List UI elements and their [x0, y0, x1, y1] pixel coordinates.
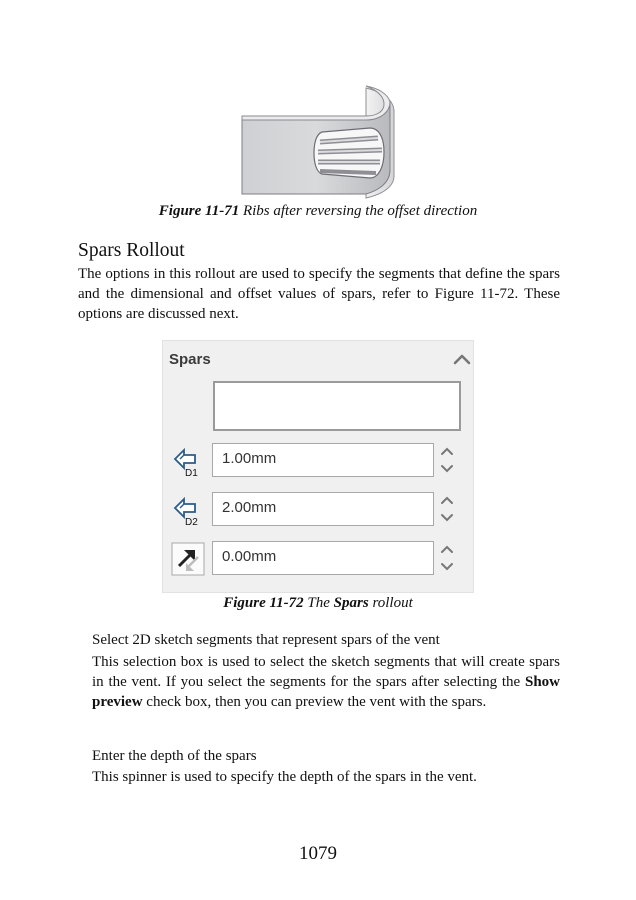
spars-rollout-panel — [162, 340, 474, 593]
figure-label: Figure 11-72 — [223, 595, 304, 611]
width-d2-icon — [171, 494, 205, 528]
section-intro-paragraph: The options in this rollout are used to specify the segments that define the spars and the dimensional and offset values of spars, refer to Figure 11-72. These options are discussed next. — [78, 266, 560, 322]
figure-caption-text: Ribs after reversing the offset direction — [242, 203, 478, 219]
figure-caption-pre: The — [307, 595, 330, 611]
spar-offset-input[interactable]: 0.00mm — [212, 541, 434, 575]
show-preview-term: Show preview — [92, 674, 561, 710]
offset-arrow-icon[interactable] — [171, 542, 205, 576]
figure-11-72-caption — [0, 595, 636, 612]
spar-width-input[interactable]: 2.00mm — [212, 492, 434, 526]
spin-up-down-icon[interactable] — [439, 443, 455, 477]
svg-text:D1: D1 — [185, 468, 198, 479]
item-body-depth: This spinner is used to specify the depth of the spars in the vent. — [92, 769, 477, 785]
item-heading-segments: Select 2D sketch segments that represent spars of the vent — [92, 632, 440, 648]
figure-caption-bold: Spars — [333, 595, 369, 611]
depth-d1-icon — [171, 445, 205, 479]
section-heading: Spars Rollout — [78, 240, 185, 261]
item-body-text: This selection box is used to select the sketch segments that will create spars in the vent. If you select the segments for the spars after selecting the — [92, 654, 560, 690]
page-number: 1079 — [299, 843, 337, 864]
item-body-segments — [92, 652, 560, 712]
spin-up-down-icon[interactable] — [439, 541, 455, 575]
figure-11-71-image — [238, 82, 398, 200]
spars-segment-selection-box[interactable] — [213, 381, 461, 431]
figure-caption-post: rollout — [372, 595, 413, 611]
figure-label: Figure 11-71 — [158, 203, 240, 219]
spar-depth-input[interactable]: 1.00mm — [212, 443, 434, 477]
collapse-chevron-up-icon[interactable] — [451, 351, 473, 367]
svg-text:D2: D2 — [185, 517, 198, 528]
item-heading-depth: Enter the depth of the spars — [92, 748, 257, 764]
figure-11-71-caption — [0, 203, 636, 220]
item-body-text: check box, then you can preview the vent with the spars. — [146, 694, 487, 710]
spin-up-down-icon[interactable] — [439, 492, 455, 526]
panel-title: Spars — [169, 351, 211, 368]
